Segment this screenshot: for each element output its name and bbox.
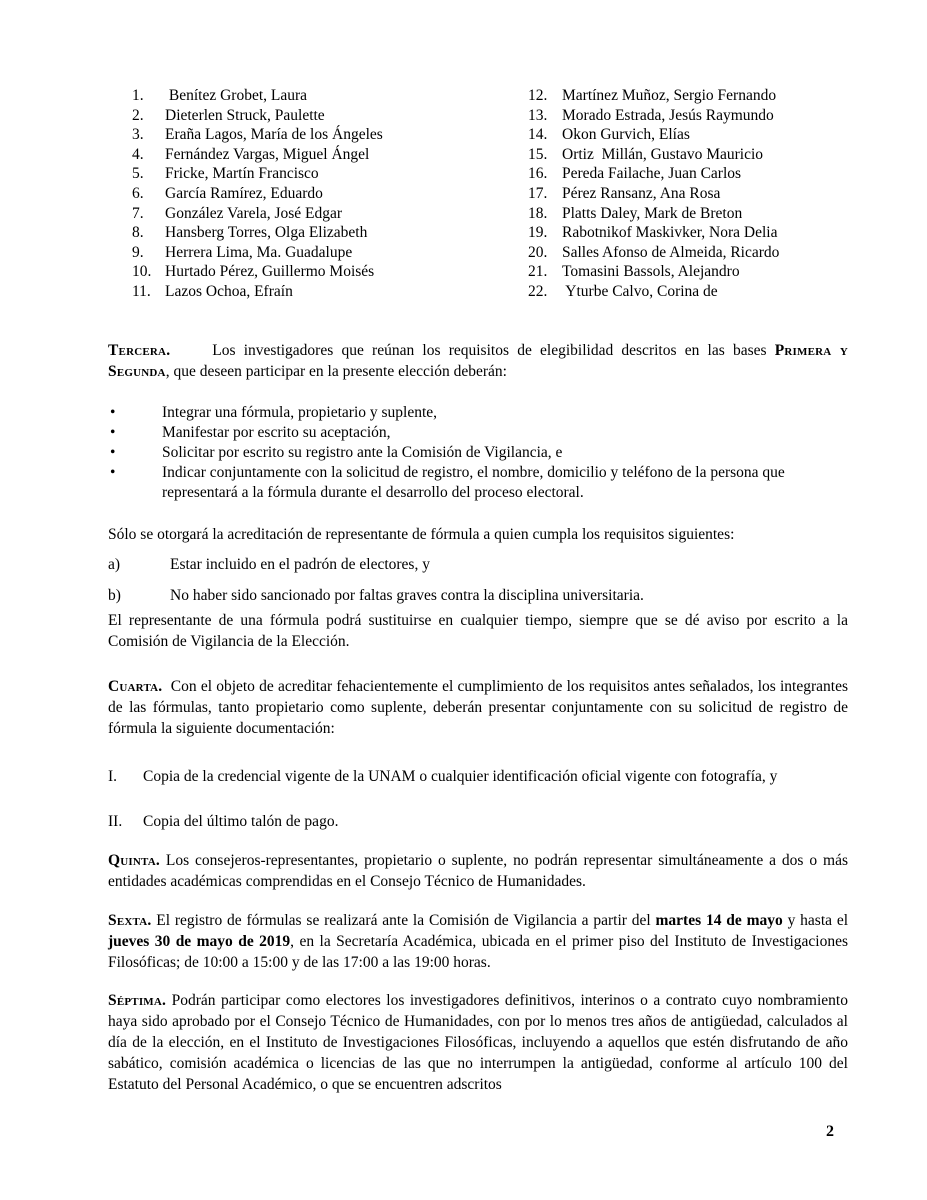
documentacion-item-1 (108, 766, 848, 787)
candidate-list-item (528, 164, 779, 184)
candidate-list-item (132, 204, 383, 224)
candidate-list-item (132, 145, 383, 165)
candidate-number: 19. (528, 224, 548, 242)
quinta-text: Los consejeros-representantes, propietario o suplente, no podrán representar simultáneamente a dos o más entidades académicas comprendidas en el Consejo Técnico de Humanidades. (108, 852, 849, 890)
list-item: II. Copia del último talón de pago. (108, 813, 339, 830)
tercera-bold-bases: Primera y Segunda (108, 342, 848, 380)
candidate-number: 1. (132, 87, 144, 104)
list-item: • Manifestar por escrito su aceptación, (110, 424, 391, 441)
tercera-text-b: , que deseen participar en la presente elección deberán: (165, 363, 507, 380)
candidate-name: Ortiz Millán, Gustavo Mauricio (562, 145, 764, 163)
candidate-name: González Varela, José Edgar (165, 204, 343, 222)
quinta-heading: Quinta. (108, 852, 160, 869)
candidate-list-item (132, 243, 383, 263)
page-number: 2 (826, 1123, 834, 1140)
candidate-number: 22. (528, 282, 548, 300)
bullet-icon: • (110, 444, 116, 461)
candidate-list-item (528, 125, 779, 145)
list-item: a) Estar incluido en el padrón de electores, y (108, 556, 430, 573)
candidate-name: Dieterlen Struck, Paulette (165, 106, 325, 124)
tercera-bullet-list (108, 403, 848, 503)
candidate-name: Salles Afonso de Almeida, Ricardo (562, 243, 780, 261)
candidate-list-right-column (528, 86, 779, 302)
candidate-list-item (528, 223, 779, 243)
candidate-list-item (132, 106, 383, 126)
candidate-number: 3. (132, 126, 144, 144)
candidate-list-item (528, 184, 779, 204)
cuarta-heading: Cuarta. (108, 678, 163, 695)
candidate-number: 9. (132, 243, 144, 261)
candidate-list-item (132, 223, 383, 243)
bullet-icon: • (110, 424, 116, 441)
candidate-name: Lazos Ochoa, Efraín (165, 282, 293, 300)
candidate-number: 2. (132, 106, 144, 124)
candidate-list-item (528, 262, 779, 282)
candidate-number: 16. (528, 165, 548, 183)
documentacion-item-2 (108, 811, 848, 832)
candidate-number: 17. (528, 184, 548, 202)
candidate-number: 13. (528, 106, 548, 124)
candidate-list-item (528, 243, 779, 263)
candidate-name: Okon Gurvich, Elías (562, 126, 690, 144)
candidate-list-left-column (132, 86, 383, 302)
septima-text: Podrán participar como electores los investigadores definitivos, interinos o a contrato cuyo nombramiento haya sido aprobado por el Consejo Técnico de Humanidades, con por lo menos tres años de antigüedad, calculados al día de la elección, en el Instituto de Investigaciones Filosóficas, incluyendo a aquellos que estén disfrutando de año sabático, comisión académica o licencias de las que no interrumpen la antigüedad, conforme al artículo 100 del Estatuto del Personal Académico, o que se encuentren adscritos (108, 992, 848, 1093)
cuarta-text: Con el objeto de acreditar fehacientemente el cumplimiento de los requisitos antes señalados, los integrantes de las fórmulas, tanto propietario como suplente, deberán presentar conjuntamente con su solicitud de registro de fórmula la siguiente documentación: (108, 678, 848, 737)
candidate-name: García Ramírez, Eduardo (165, 184, 323, 202)
candidate-number: 6. (132, 184, 144, 202)
tercera-paragraph (108, 340, 848, 382)
candidate-name: Rabotnikof Maskivker, Nora Delia (562, 224, 778, 242)
candidate-number: 5. (132, 165, 144, 183)
list-item: b) No haber sido sancionado por faltas graves contra la disciplina universitaria. (108, 587, 644, 604)
candidate-name: Eraña Lagos, María de los Ángeles (165, 126, 383, 144)
quinta-paragraph (108, 850, 848, 892)
candidate-number: 20. (528, 243, 548, 261)
candidate-list-item (528, 106, 779, 126)
acreditacion-paragraph: Sólo se otorgará la acreditación de representante de fórmula a quien cumpla los requisitos siguientes: (108, 526, 735, 543)
candidate-number: 15. (528, 145, 548, 163)
fecha-fin: jueves 30 de mayo de 2019 (108, 933, 291, 950)
tercera-heading: Tercera. (108, 342, 171, 359)
candidate-name: Hurtado Pérez, Guillermo Moisés (165, 263, 375, 281)
requisitos-list (108, 554, 848, 606)
candidate-list-item (528, 145, 779, 165)
candidate-number: 7. (132, 204, 144, 222)
list-item: I. Copia de la credencial vigente de la UNAM o cualquier identificación oficial vigente con fotografía, y (108, 768, 778, 785)
candidate-list-item (528, 282, 779, 302)
septima-heading: Séptima. (108, 992, 167, 1009)
candidate-number: 18. (528, 204, 548, 222)
sexta-paragraph: Sexta. El registro de fórmulas se realizará ante la Comisión de Vigilancia a partir del martes 14 de mayo y hasta el jueves 30 de mayo de 2019, en la Secretaría Académica, ubicada en el primer piso del Instituto de Investigaciones Filosóficas; de 10:00 a 15:00 y de las 17:00 a las 19:00 horas. (108, 912, 849, 971)
fecha-inicio: martes 14 de mayo (655, 912, 783, 929)
candidate-list-item (132, 125, 383, 145)
candidate-list-item (528, 86, 779, 106)
candidate-name: Fricke, Martín Francisco (165, 165, 319, 183)
bullet-icon: • (110, 404, 116, 421)
candidate-name: Pereda Failache, Juan Carlos (562, 165, 742, 183)
candidate-name: Herrera Lima, Ma. Guadalupe (165, 243, 353, 261)
sexta-heading: Sexta. (108, 912, 152, 929)
list-item: • Solicitar por escrito su registro ante la Comisión de Vigilancia, e (110, 444, 563, 461)
candidate-list-item (132, 164, 383, 184)
sustitucion-paragraph: El representante de una fórmula podrá sustituirse en cualquier tiempo, siempre que se dé aviso por escrito a la Comisión de Vigilancia de la Elección. (108, 612, 848, 650)
candidate-number: 14. (528, 126, 548, 144)
candidate-name: Benítez Grobet, Laura (165, 87, 308, 104)
candidate-name: Tomasini Bassols, Alejandro (562, 263, 740, 281)
candidate-number: 11. (132, 282, 151, 300)
candidate-number: 12. (528, 87, 548, 104)
septima-paragraph (108, 990, 848, 1095)
list-item: • Indicar conjuntamente con la solicitud de registro, el nombre, domicilio y teléfono de la persona que representará a la fórmula durante el desarrollo del proceso electoral. (110, 464, 785, 501)
candidate-name: Yturbe Calvo, Corina de (562, 282, 718, 300)
candidate-list-item (132, 282, 383, 302)
tercera-text-a: Los investigadores que reúnan los requisitos de elegibilidad descritos en las bases (212, 342, 775, 359)
candidate-list-item (132, 262, 383, 282)
candidate-name: Morado Estrada, Jesús Raymundo (562, 106, 774, 124)
candidate-name: Martínez Muñoz, Sergio Fernando (562, 87, 777, 104)
cuarta-paragraph (108, 676, 848, 739)
list-item: • Integrar una fórmula, propietario y suplente, (110, 404, 438, 421)
candidate-number: 10. (132, 263, 152, 281)
candidate-list-item (528, 204, 779, 224)
candidate-name: Fernández Vargas, Miguel Ángel (165, 145, 370, 163)
bullet-icon: • (110, 464, 116, 481)
candidate-list-item (132, 86, 383, 106)
candidate-name: Hansberg Torres, Olga Elizabeth (165, 224, 368, 242)
candidate-number: 21. (528, 263, 548, 281)
candidate-number: 4. (132, 145, 144, 163)
candidate-name: Pérez Ransanz, Ana Rosa (562, 184, 721, 202)
candidate-number: 8. (132, 224, 144, 242)
candidate-list-item (132, 184, 383, 204)
candidate-name: Platts Daley, Mark de Breton (562, 204, 743, 222)
